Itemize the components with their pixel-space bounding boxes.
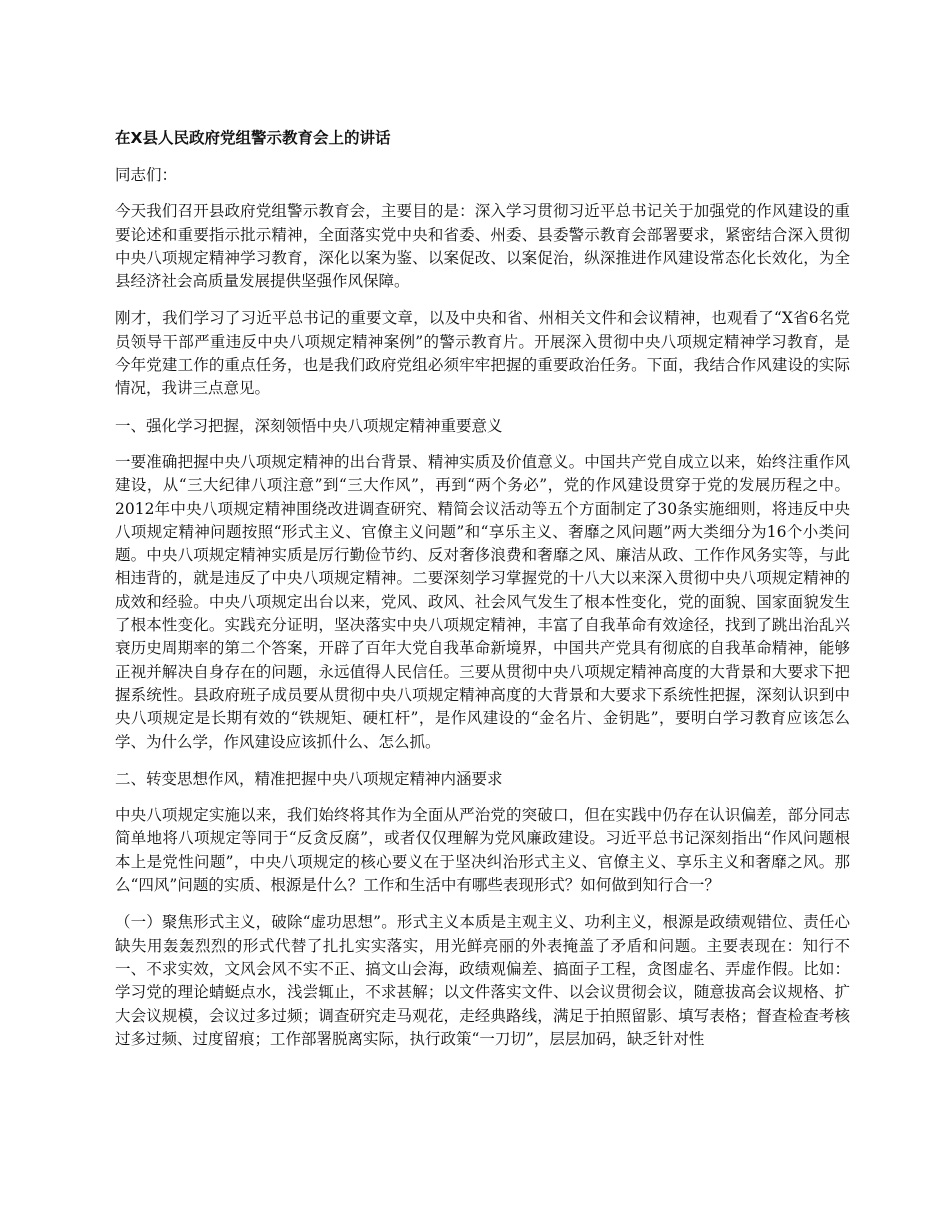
paragraph-intro: 今天我们召开县政府党组警示教育会，主要目的是：深入学习贯彻习近平总书记关于加强党的作风建设的重要论述和重要指示批示精神，全面落实党中央和省委、州委、县委警示教育会部署要求，紧密结合深入贯彻中央八项规定精神学习教育，深化以案为鉴、以案促改、以案促治，纵深推进作风建设常态化长效化，为全县经济社会高质量发展提供坚强作风保障。 [115,202,850,291]
section-heading-2: 二、转变思想作风，精准把握中央八项规定精神内涵要求 [115,769,503,788]
paragraph-section-1: 一要准确把握中央八项规定精神的出台背景、精神实质及价值意义。中国共产党自成立以来，始终注重作风建设，从“三大纪律八项注意”到“三大作风”，再到“两个务必”，党的作风建设贯穿于党的发展历程之中。2012年中央八项规定精神围绕改进调查研究、精简会议活动等五个方面制定了30条实施细则，将违反中央八项规定精神问题按照“形式主义、官僚主义问题”和“享乐主义、奢靡之风问题”两大类细分为16个小类问题。中央八项规定精神实质是厉行勤俭节约、反对奢侈浪费和奢靡之风、廉洁从政、工作作风务实等，与此相违背的，就是违反了中央八项规定精神。二要深刻学习掌握党的十八大以来深入贯彻中央八项规定精神的成效和经验。中央八项规定出台以来，党风、政风、社会风气发生了根本性变化，党的面貌、国家面貌发生了根本性变化。实践充分证明，坚决落实中央八项规定精神，丰富了自我革命有效途径，找到了跳出治乱兴衰历史周期率的第二个答案，开辟了百年大党自我革命新境界，中国共产党具有彻底的自我革命精神，能够正视并解决自身存在的问题，永远值得人民信任。三要从贯彻中央八项规定精神高度的大背景和大要求下把握系统性。县政府班子成员要从贯彻中央八项规定精神高度的大背景和大要求下系统性把握，深刻认识到中央八项规定是长期有效的“铁规矩、硬杠杆”，是作风建设的“金名片、金钥匙”，要明白学习教育应该怎么学、为什么学，作风建设应该抓什么、怎么抓。 [115,452,850,751]
greeting: 同志们： [115,166,178,184]
paragraph-subsection-1: （一）聚焦形式主义，破除“虚功思想”。形式主义本质是主观主义、功利主义，根源是政绩观错位、责任心缺失用轰轰烈烈的形式代替了扎扎实实落实，用光鲜亮丽的外表掩盖了矛盾和问题。主要表现在：知行不一、不求实效，文风会风不实不正、搞文山会海，政绩观偏差、搞面子工程，贪图虚名、弄虚作假。比如：学习党的理论蜻蜓点水，浅尝辄止，不求甚解；以文件落实文件、以会议贯彻会议，随意拔高会议规格、扩大会议规模，会议过多过频；调查研究走马观花，走经典路线，满足于拍照留影、填写表格；督查检查考核过多过频、过度留痕；工作部署脱离实际，执行政策“一刀切”，层层加码，缺乏针对性 [115,913,850,1048]
document-page [115,126,850,1065]
section-heading-1: 一、强化学习把握，深刻领悟中央八项规定精神重要意义 [115,416,503,435]
paragraph-section-2: 中央八项规定实施以来，我们始终将其作为全面从严治党的突破口，但在实践中仍存在认识偏差，部分同志简单地将八项规定等同于“反贪反腐”，或者仅仅理解为党风廉政建设。习近平总书记深刻指出“作风问题根本上是党性问题”，中央八项规定的核心要义在于坚决纠治形式主义、官僚主义、享乐主义和奢靡之风。那么“四风”问题的实质、根源是什么？工作和生活中有哪些表现形式？如何做到知行合一？ [115,806,850,895]
paragraph-context: 刚才，我们学习了习近平总书记的重要文章，以及中央和省、州相关文件和会议精神，也观看了“X省6名党员领导干部严重违反中央八项规定精神案例”的警示教育片。开展深入贯彻中央八项规定精神学习教育，是今年党建工作的重点任务，也是我们政府党组必须牢牢把握的重要政治任务。下面，我结合作风建设的实际情况，我讲三点意见。 [115,309,850,398]
document-title: 在X县人民政府党组警示教育会上的讲话 [115,129,391,147]
